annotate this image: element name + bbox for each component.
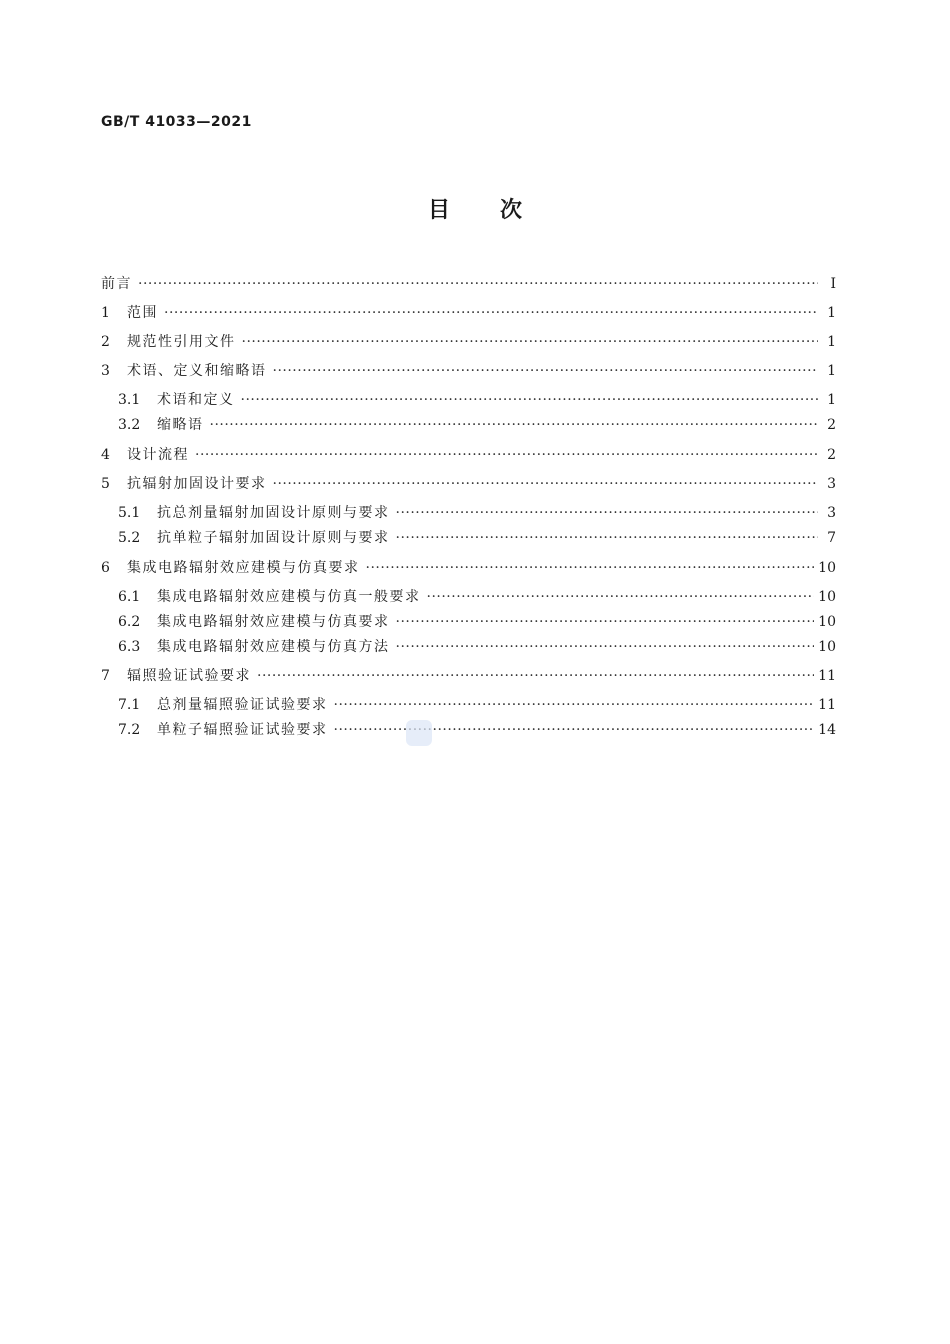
toc-entry-4[interactable] [101,445,836,465]
toc-entry-label: 集成电路辐射效应建模与仿真方法 [157,639,390,655]
toc-leader [257,666,814,686]
toc-leader [242,332,819,352]
toc-entry-number: 6.2 [118,614,141,630]
toc-entry-page: 11 [818,668,836,684]
watermark-logo-icon [406,720,432,746]
toc-title-part2: 次 [500,198,523,223]
standard-code: GB/T 41033—2021 [101,114,252,130]
toc-entry-label: 术语、定义和缩略语 [127,363,267,379]
toc-entry-page: 7 [827,530,836,546]
toc-entry-number: 6.3 [118,639,141,655]
toc-entry-page: 1 [827,392,836,408]
toc-entry-6-1[interactable] [118,587,836,607]
toc-entry-label: 辐照验证试验要求 [127,668,251,684]
toc-leader [366,558,815,578]
toc-title-part1: 目 [427,198,450,223]
toc-entry-number: 5 [101,476,110,492]
toc-entry-number: 3.1 [118,392,141,408]
toc-entry-number: 7.1 [118,697,141,713]
toc-leader [138,274,818,294]
toc-entry-label: 抗辐射加固设计要求 [127,476,267,492]
toc-leader [273,474,819,494]
toc-entry-label: 范围 [127,305,158,321]
toc-entry-page: 1 [827,363,836,379]
toc-entry-label: 集成电路辐射效应建模与仿真一般要求 [157,589,421,605]
toc-entry-number: 2 [101,334,110,350]
toc-entry-label: 单粒子辐照验证试验要求 [157,722,328,738]
toc-entry-7-1[interactable] [118,695,836,715]
toc-entry-page: 10 [818,589,836,605]
toc-entry-page: 14 [818,722,836,738]
toc-leader [396,637,815,657]
toc-entry-2[interactable] [101,332,836,352]
toc-entry-page: 2 [827,417,836,433]
toc-entry-page: 10 [818,614,836,630]
toc-entry-label: 抗单粒子辐射加固设计原则与要求 [157,530,390,546]
toc-entry-3[interactable] [101,361,836,381]
toc-entry-page: 2 [827,447,836,463]
toc-leader [195,445,818,465]
toc-entry-6-3[interactable] [118,637,836,657]
toc-entry-label: 前言 [101,276,132,292]
toc-leader [396,528,819,548]
toc-entry-5[interactable] [101,474,836,494]
toc-entry-page: 3 [827,505,836,521]
toc-leader [273,361,819,381]
toc-entry-number: 1 [101,305,110,321]
toc-entry-label: 设计流程 [127,447,189,463]
toc-entry-number: 7 [101,668,110,684]
toc-entry-label: 集成电路辐射效应建模与仿真要求 [157,614,390,630]
toc-entry-number: 3 [101,363,110,379]
toc-leader [241,390,819,410]
toc-entry-label: 总剂量辐照验证试验要求 [157,697,328,713]
toc-entry-page: Ⅰ [830,276,836,292]
toc-entry-label: 抗总剂量辐射加固设计原则与要求 [157,505,390,521]
toc-entry-label: 术语和定义 [157,392,235,408]
toc-entry-7-2[interactable] [118,720,836,740]
toc-entry-foreword[interactable] [101,274,836,294]
toc-entry-page: 10 [818,639,836,655]
toc-entry-5-2[interactable] [118,528,836,548]
toc-entry-page: 1 [827,305,836,321]
toc-entry-page: 3 [827,476,836,492]
toc-leader [396,503,819,523]
toc-entry-1[interactable] [101,303,836,323]
toc-leader [427,587,815,607]
toc-entry-label: 规范性引用文件 [127,334,236,350]
toc-entry-number: 6.1 [118,589,141,605]
toc-title [0,193,950,224]
toc-leader [334,695,815,715]
toc-entry-7[interactable] [101,666,836,686]
toc-entry-label: 缩略语 [157,417,204,433]
toc-leader [396,612,815,632]
toc-entry-number: 4 [101,447,110,463]
toc-entry-page: 11 [818,697,836,713]
toc-entry-3-1[interactable] [118,390,836,410]
toc-entry-page: 10 [818,560,836,576]
toc-entry-6-2[interactable] [118,612,836,632]
toc-entry-number: 5.1 [118,505,141,521]
toc-entry-3-2[interactable] [118,415,836,435]
toc-entry-number: 6 [101,560,110,576]
toc-entry-5-1[interactable] [118,503,836,523]
toc-entry-number: 5.2 [118,530,141,546]
toc-entry-number: 3.2 [118,417,141,433]
toc-entry-6[interactable] [101,558,836,578]
toc-leader [210,415,819,435]
toc-entry-label: 集成电路辐射效应建模与仿真要求 [127,560,360,576]
toc-entry-number: 7.2 [118,722,141,738]
toc-leader [164,303,818,323]
toc-entry-page: 1 [827,334,836,350]
